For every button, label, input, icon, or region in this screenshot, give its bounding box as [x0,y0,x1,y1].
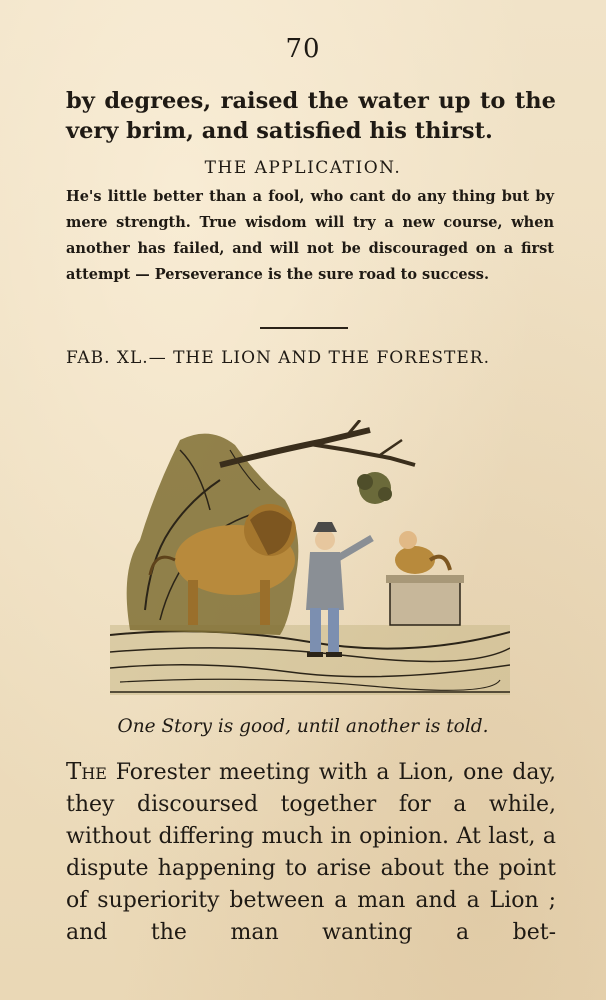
lion-and-forester-woodcut [110,420,510,705]
fable-first-word: The [66,759,107,785]
fable-body-rest: Forester meeting with a Lion, one day, they discoursed together for a while, without differing much in opinion. At last, a dispute happening to arise about the point of superiority between a man and a Lion ; and the man wanting a bet- [66,760,556,945]
illustration-caption: One Story is good, until another is told. [117,716,489,737]
application-heading: THE APPLICATION. [204,158,402,178]
statue-on-pedestal [386,531,464,625]
section-divider [260,327,348,329]
page-number: 70 [285,34,321,64]
fable-heading: FAB. XL.— THE LION AND THE FORESTER. [66,348,490,368]
application-text: He's little better than a fool, who cant do any thing but by mere strength. True wisdom will try a new course, when another has failed, and will not be discouraged on a first attempt — Perseverance is the sure road to success. [66,188,554,283]
fable-body-text [66,756,556,949]
continued-fable-text: by degrees, raised the water up to the very brim, and satisfied his thirst. [66,88,556,144]
